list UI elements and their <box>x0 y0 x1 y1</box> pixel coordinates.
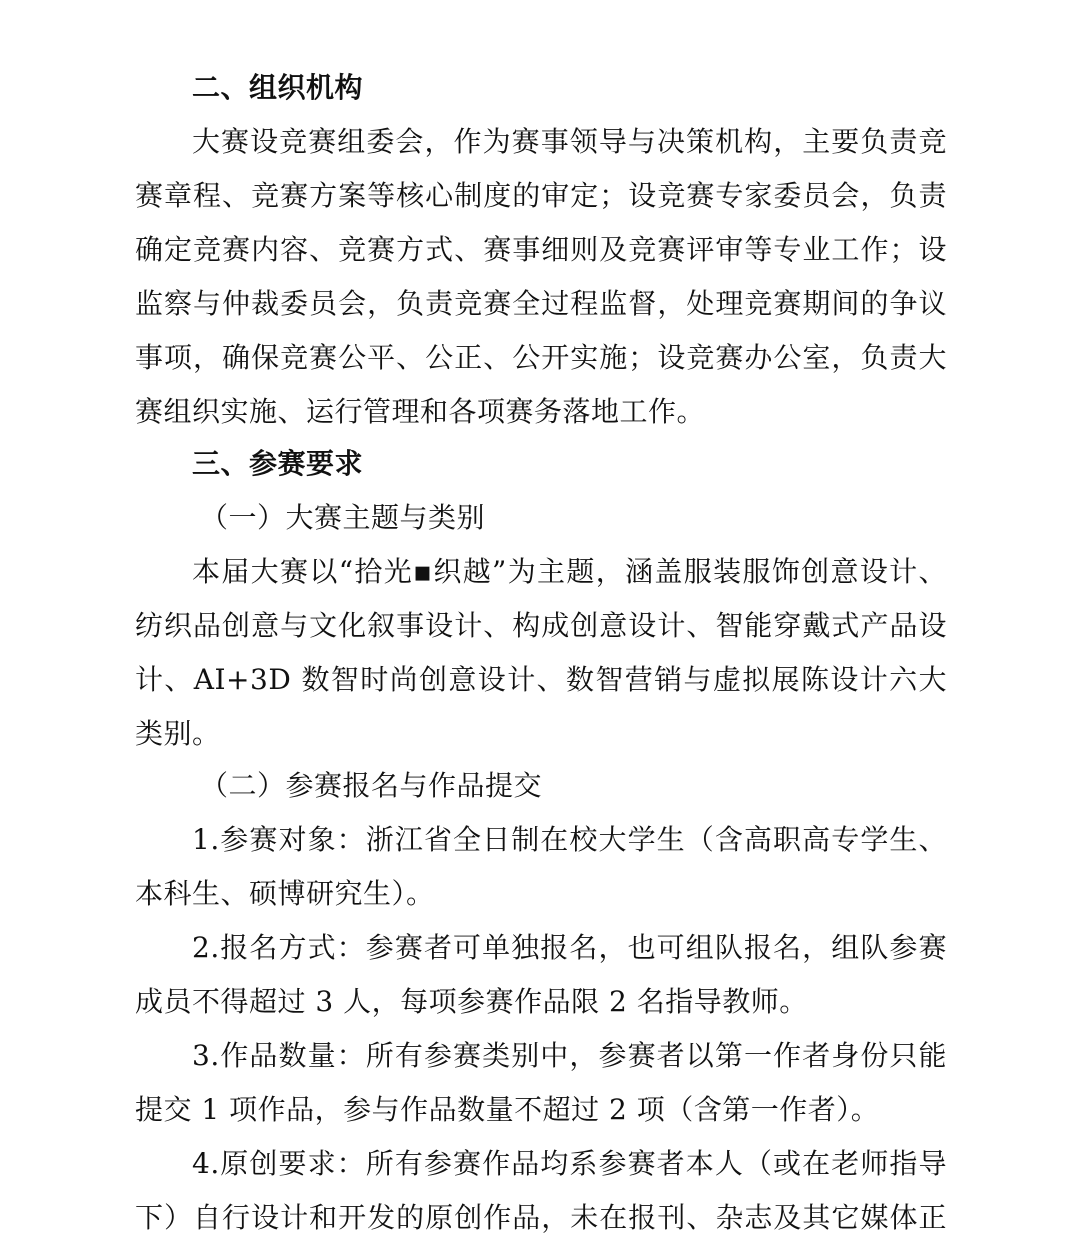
paragraph-line: 本届大赛以“拾光▪织越”为主题，涵盖服装服饰创意设计、 <box>192 555 947 588</box>
paragraph-line: 监察与仲裁委员会，负责竞赛全过程监督，处理竞赛期间的争议 <box>135 287 947 320</box>
paragraph-line: 赛章程、竞赛方案等核心制度的审定；设竞赛专家委员会，负责 <box>135 179 947 212</box>
section-heading: 三、参赛要求 <box>192 447 364 480</box>
paragraph-line: 纺织品创意与文化叙事设计、构成创意设计、智能穿戴式产品设 <box>135 609 947 642</box>
paragraph-line: 大赛设竞赛组委会，作为赛事领导与决策机构，主要负责竞 <box>192 125 947 158</box>
section-heading: 二、组织机构 <box>192 71 364 104</box>
paragraph-line: 计、AI+3D 数智时尚创意设计、数智营销与虚拟展陈设计六大 <box>135 663 947 696</box>
paragraph-line: 类别。 <box>135 717 221 750</box>
list-item-line: 本科生、硕博研究生）。 <box>135 877 435 910</box>
subsection-title: （二）参赛报名与作品提交 <box>200 769 543 802</box>
list-item-line: 下）自行设计和开发的原创作品，未在报刊、杂志及其它媒体正 <box>135 1201 947 1234</box>
list-item-line: 提交 1 项作品，参与作品数量不超过 2 项（含第一作者）。 <box>135 1093 880 1126</box>
list-item-line: 4.原创要求：所有参赛作品均系参赛者本人（或在老师指导 <box>192 1147 947 1180</box>
list-item-line: 3.作品数量：所有参赛类别中，参赛者以第一作者身份只能 <box>192 1039 947 1072</box>
subsection-title: （一）大赛主题与类别 <box>200 501 486 534</box>
paragraph-line: 赛组织实施、运行管理和各项赛务落地工作。 <box>135 395 706 428</box>
list-item-line: 2.报名方式：参赛者可单独报名，也可组队报名，组队参赛 <box>192 931 947 964</box>
paragraph-line: 确定竞赛内容、竞赛方式、赛事细则及竞赛评审等专业工作；设 <box>135 233 947 266</box>
paragraph-line: 事项，确保竞赛公平、公正、公开实施；设竞赛办公室，负责大 <box>135 341 947 374</box>
list-item-line: 成员不得超过 3 人，每项参赛作品限 2 名指导教师。 <box>135 985 808 1018</box>
list-item-line: 1.参赛对象：浙江省全日制在校大学生（含高职高专学生、 <box>192 823 947 856</box>
